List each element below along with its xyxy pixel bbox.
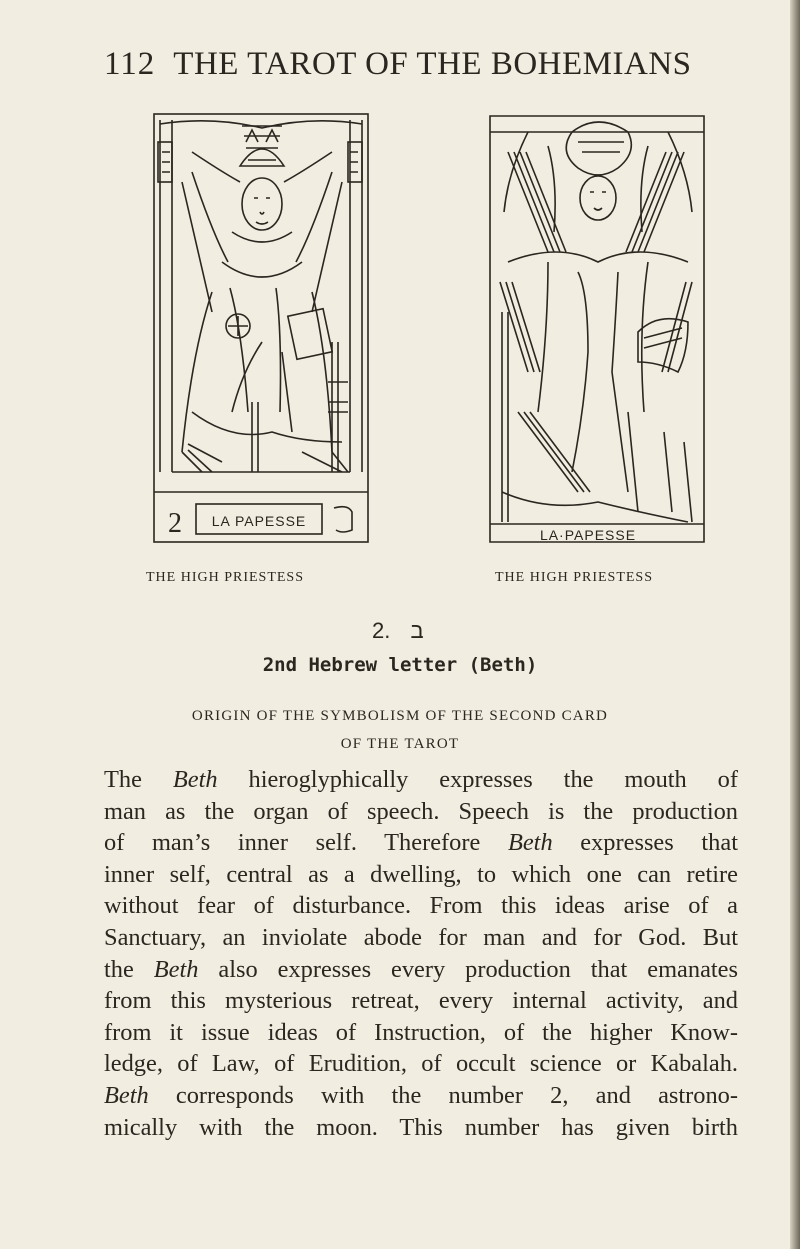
page-edge-shadow bbox=[790, 0, 800, 1249]
running-header bbox=[104, 46, 704, 83]
body-line-5: without fear of disturbance. From this ideas arise of a bbox=[104, 892, 738, 920]
tarot-card-right bbox=[488, 112, 706, 544]
hebrew-letter: ב bbox=[410, 618, 424, 643]
plate-subtitle: 2nd Hebrew letter (Beth) bbox=[262, 654, 538, 676]
body-line-9: from it issue ideas of Instruction, of the higher Know- bbox=[104, 1018, 738, 1046]
body-line-8: from this mysterious retreat, every internal activity, and bbox=[104, 987, 738, 1015]
tarot-card-left bbox=[152, 112, 370, 544]
plate-number bbox=[372, 618, 424, 644]
plate-digit: 2. bbox=[372, 618, 391, 643]
body-line-1: The Beth hieroglyphically expresses the mouth of bbox=[104, 766, 738, 793]
book-title: THE TAROT OF THE BOHEMIANS bbox=[173, 46, 692, 82]
section-heading bbox=[0, 702, 800, 758]
figure-caption-right: THE HIGH PRIESTESS bbox=[495, 570, 654, 585]
body-line-10: ledge, of Law, of Erudition, of occult science or Kabalah. bbox=[104, 1050, 738, 1078]
body-paragraph bbox=[104, 764, 738, 1143]
body-line-2: man as the organ of speech. Speech is the production bbox=[104, 797, 738, 825]
body-line-4: inner self, central as a dwelling, to which one can retire bbox=[104, 860, 738, 888]
section-heading-line-2: OF THE TAROT bbox=[340, 736, 460, 752]
body-line-11: Beth corresponds with the number 2, and astrono- bbox=[104, 1081, 738, 1109]
body-line-3: of man’s inner self. Therefore Beth expresses that bbox=[104, 829, 738, 857]
section-heading-line-1: ORIGIN OF THE SYMBOLISM OF THE SECOND CARD bbox=[191, 708, 609, 724]
body-line-6: Sanctuary, an inviolate abode for man and for God. But bbox=[104, 923, 738, 951]
figure-caption-left: THE HIGH PRIESTESS bbox=[146, 570, 305, 585]
card-label-left: LA PAPESSE bbox=[211, 513, 307, 529]
page-number: 112 bbox=[104, 46, 156, 82]
high-priestess-engraving-right bbox=[488, 112, 706, 544]
body-line-12: mically with the moon. This number has given birth bbox=[104, 1113, 738, 1141]
card-label-right: LA·PAPESSE bbox=[539, 527, 637, 543]
body-line-7: the Beth also expresses every production that emanates bbox=[104, 955, 738, 983]
high-priestess-engraving-left bbox=[152, 112, 370, 544]
card-number-left: 2 bbox=[168, 508, 182, 539]
